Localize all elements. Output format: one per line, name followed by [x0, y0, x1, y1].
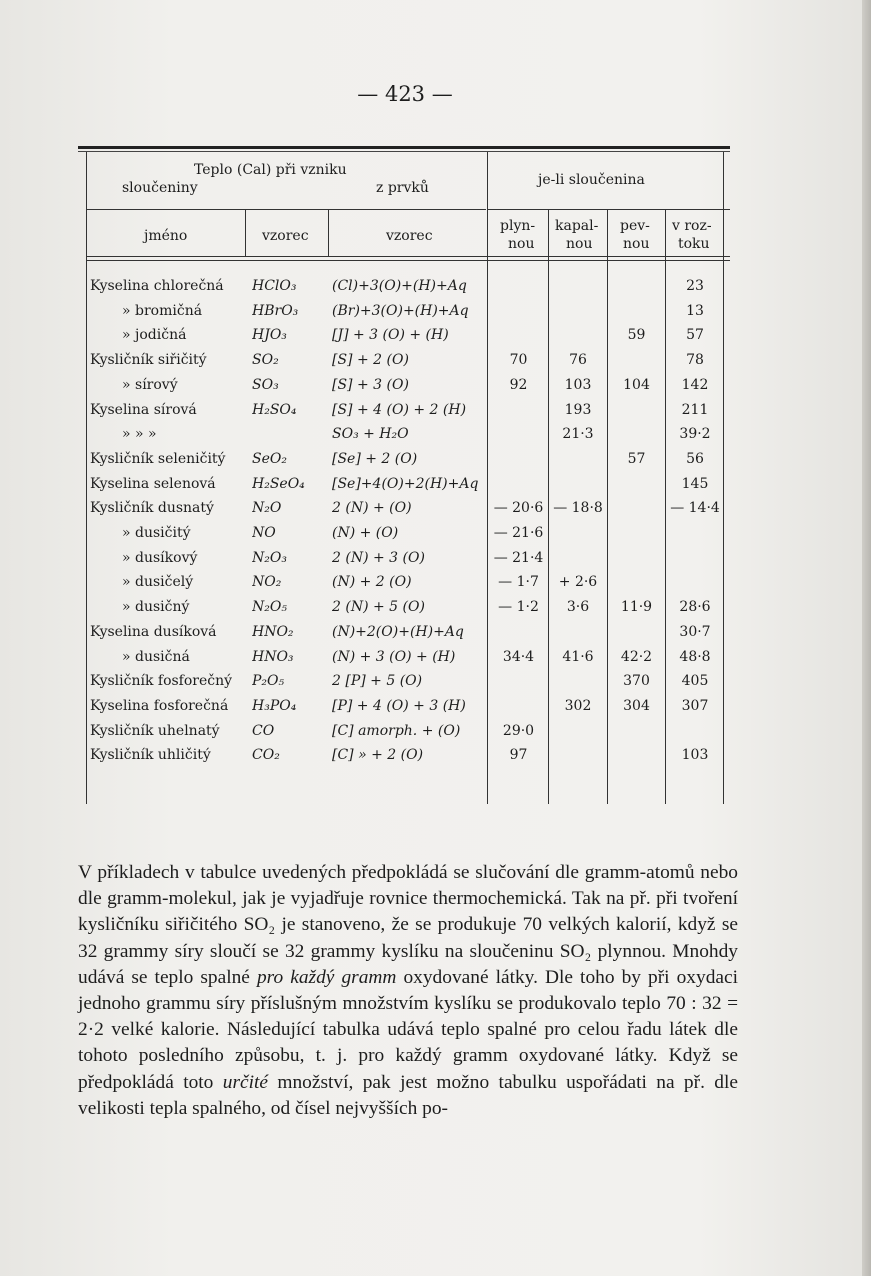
cell-gas: 92: [509, 376, 528, 393]
header-solid-2: nou: [623, 236, 650, 252]
header-elements: z prvků: [376, 180, 429, 196]
cell-liquid: 193: [564, 401, 592, 418]
cell-formula: HNO₂: [252, 623, 294, 640]
cell-reaction: (N)+2(O)+(H)+Aq: [332, 623, 464, 640]
cell-solid: 42·2: [620, 648, 653, 665]
cell-gas: — 1·7: [498, 574, 539, 591]
cell-reaction: [Se] + 2 (O): [332, 450, 418, 467]
cell-name: » » »: [122, 426, 157, 443]
cell-solution: 13: [686, 302, 704, 319]
cell-gas: — 1·2: [498, 599, 539, 616]
cell-name: Kyselina chlorečná: [90, 278, 224, 294]
cell-liquid: 3·6: [566, 599, 590, 616]
header-state: je-li sloučenina: [538, 172, 645, 188]
cell-solution: 405: [681, 673, 709, 690]
cell-formula: HNO₃: [252, 648, 294, 665]
page-number: — 423 —: [357, 82, 453, 106]
cell-reaction: (N) + 3 (O) + (H): [332, 648, 456, 665]
cell-reaction: (N) + (O): [332, 525, 399, 541]
cell-liquid: 41·6: [562, 648, 594, 665]
cell-solid: 104: [623, 376, 650, 393]
cell-name: » dusičelý: [122, 574, 194, 591]
col-line-solid: [665, 209, 666, 804]
cell-liquid: 21·3: [562, 426, 594, 443]
cell-reaction: [P] + 4 (O) + 3 (H): [332, 697, 466, 714]
header-formula-reaction: vzorec: [386, 228, 433, 244]
header-title: Teplo (Cal) při vzniku: [194, 162, 347, 178]
cell-formula: SO₂: [252, 352, 279, 369]
header-bottom-rule: [86, 256, 730, 257]
cell-name: Kyselina dusíková: [90, 623, 217, 640]
cell-solution: 78: [686, 352, 704, 369]
paragraph-part-2: oxydované látky. Dle toho by při oxydaci jednoho grammu síry příslušným množstvím kyslíku se produkovalo teplo 70 : 32 = 2·2 velké kalorie. Následující tabulka udává teplo spalné pro celou řadu látek dle tohoto posledního způsobu, t. j. pro každý gramm oxydované látky. Když se předpokládá toto: [78, 966, 738, 1093]
col-line-gas: [548, 209, 549, 804]
cell-formula: NO₂: [252, 574, 282, 591]
cell-reaction: 2 (N) + 5 (O): [332, 599, 425, 616]
cell-solution: — 14·4: [670, 500, 720, 517]
cell-formula: P₂O₅: [252, 673, 285, 690]
header-solution-1: v roz-: [672, 218, 712, 234]
cell-solution: 211: [681, 401, 709, 418]
cell-reaction: [J] + 3 (O) + (H): [332, 327, 449, 344]
cell-formula: N₂O₅: [252, 599, 287, 616]
cell-reaction: (N) + 2 (O): [332, 574, 412, 591]
cell-reaction: [Se]+4(O)+2(H)+Aq: [332, 475, 479, 492]
page-edge: [862, 0, 871, 1276]
body-paragraph: [78, 860, 738, 1122]
cell-gas: — 21·4: [493, 549, 544, 566]
cell-solid: 370: [623, 673, 650, 690]
cell-reaction: [C] » + 2 (O): [332, 747, 424, 764]
cell-name: » dusičitý: [122, 525, 191, 541]
cell-name: Kyselina sírová: [90, 401, 197, 418]
cell-name: » dusíkový: [122, 549, 198, 566]
cell-name: » dusičná: [122, 648, 190, 665]
header-formula: vzorec: [262, 228, 309, 244]
cell-reaction: SO₃ + H₂O: [332, 426, 409, 443]
cell-name: Kysličník siřičitý: [90, 352, 207, 369]
cell-name: » jodičná: [122, 327, 187, 344]
cell-name: Kysličník seleničitý: [90, 450, 226, 467]
cell-gas: 34·4: [502, 648, 535, 665]
col-line-name: [245, 209, 246, 257]
cell-solution: 57: [686, 327, 704, 344]
header-gas-2: nou: [508, 236, 535, 252]
cell-formula: HBrO₃: [252, 302, 299, 319]
paragraph-part-1: V příkladech v tabulce uvedených předpokládá se slučování dle gramm-atomů nebo dle gramm-molekul, jak je vyjadřuje rovnice thermochemická. Tak na př. při tvoření kysličníku siřičitého SO₂ je stanoveno, že se produkuje 70 velkých kalorií, když se 32 grammy síry sloučí se 32 grammy kyslíku na sloučeninu SO₂ plynnou. Mnohdy udává se teplo spalné: [78, 862, 738, 988]
cell-formula: H₂SeO₄: [252, 475, 305, 492]
col-line-formula: [328, 209, 329, 257]
header-bottom-rule-2: [86, 260, 730, 261]
cell-reaction: 2 (N) + (O): [332, 500, 412, 517]
cell-solution: 48·8: [679, 648, 711, 665]
cell-formula: HClO₃: [252, 278, 297, 294]
cell-liquid: 76: [569, 352, 587, 369]
cell-formula: CO₂: [252, 747, 280, 764]
cell-gas: — 21·6: [493, 525, 544, 541]
cell-gas: 70: [509, 352, 528, 369]
cell-formula: HJO₃: [252, 327, 287, 344]
col-line-reaction: [487, 152, 488, 804]
cell-solution: 30·7: [679, 623, 711, 640]
cell-liquid: 302: [564, 697, 592, 714]
cell-formula: SO₃: [252, 376, 279, 393]
cell-gas: — 20·6: [493, 500, 544, 517]
cell-solid: 11·9: [620, 599, 653, 616]
header-divider-left: [86, 209, 486, 210]
cell-reaction: 2 (N) + 3 (O): [332, 549, 425, 566]
cell-liquid: + 2·6: [558, 574, 598, 591]
cell-name: Kysličník uhličitý: [90, 747, 211, 764]
cell-formula: N₂O: [252, 500, 282, 517]
cell-reaction: [C] amorph. + (O): [332, 722, 461, 739]
cell-reaction: [S] + 2 (O): [332, 352, 409, 369]
table-left-border: [86, 152, 87, 804]
cell-name: Kysličník uhelnatý: [90, 722, 220, 739]
header-name: jméno: [144, 228, 188, 244]
cell-name: » sírový: [122, 376, 178, 393]
header-divider-right: [488, 209, 730, 210]
cell-name: Kyselina selenová: [90, 475, 216, 492]
col-line-liquid: [607, 209, 608, 804]
cell-solid: 304: [623, 697, 650, 714]
cell-liquid: — 18·8: [553, 500, 603, 517]
cell-reaction: (Br)+3(O)+(H)+Aq: [332, 302, 469, 319]
cell-solution: 56: [686, 450, 704, 467]
header-compound: sloučeniny: [122, 180, 198, 196]
cell-name: Kysličník fosforečný: [90, 673, 233, 690]
cell-formula: H₂SO₄: [252, 401, 297, 418]
cell-name: Kysličník dusnatý: [90, 500, 214, 517]
cell-solution: 307: [681, 697, 709, 714]
cell-gas: 97: [509, 747, 528, 764]
cell-solution: 103: [681, 747, 709, 764]
cell-solution: 145: [681, 475, 709, 492]
paragraph-part-3: množství, pak jest možno tabulku uspořádati na př. dle velikosti tepla spalného, od čísel nejvyšších po-: [78, 1071, 738, 1119]
header-liquid-1: kapal-: [555, 218, 599, 234]
cell-reaction: (Cl)+3(O)+(H)+Aq: [332, 278, 467, 294]
cell-solution: 142: [681, 376, 709, 393]
cell-reaction: [S] + 4 (O) + 2 (H): [332, 401, 467, 418]
cell-formula: CO: [252, 722, 275, 739]
header-gas-1: plyn-: [500, 218, 536, 234]
cell-solid: 57: [627, 450, 646, 467]
cell-formula: H₃PO₄: [252, 697, 297, 714]
cell-reaction: 2 [P] + 5 (O): [332, 673, 423, 690]
paragraph-emphasis-2: určité: [222, 1071, 269, 1093]
cell-gas: 29·0: [502, 722, 535, 739]
cell-name: » bromičná: [122, 302, 203, 319]
table-right-border: [723, 152, 724, 804]
cell-formula: NO: [252, 525, 276, 541]
cell-reaction: [S] + 3 (O): [332, 376, 409, 393]
header-liquid-2: nou: [566, 236, 593, 252]
cell-solid: 59: [627, 327, 646, 344]
cell-formula: N₂O₃: [252, 549, 287, 566]
paragraph-emphasis-1: pro každý gramm: [256, 966, 397, 988]
cell-name: Kyselina fosforečná: [90, 697, 229, 714]
header-solid-1: pev-: [620, 218, 650, 234]
cell-solution: 28·6: [679, 599, 711, 616]
header-solution-2: toku: [678, 236, 710, 252]
table-top-rule: [78, 146, 730, 149]
cell-formula: SeO₂: [252, 450, 287, 467]
table-top-rule-thin: [78, 151, 730, 152]
cell-liquid: 103: [564, 376, 592, 393]
cell-solution: 23: [686, 278, 704, 294]
cell-solution: 39·2: [679, 426, 711, 443]
cell-name: » dusičný: [122, 599, 190, 616]
